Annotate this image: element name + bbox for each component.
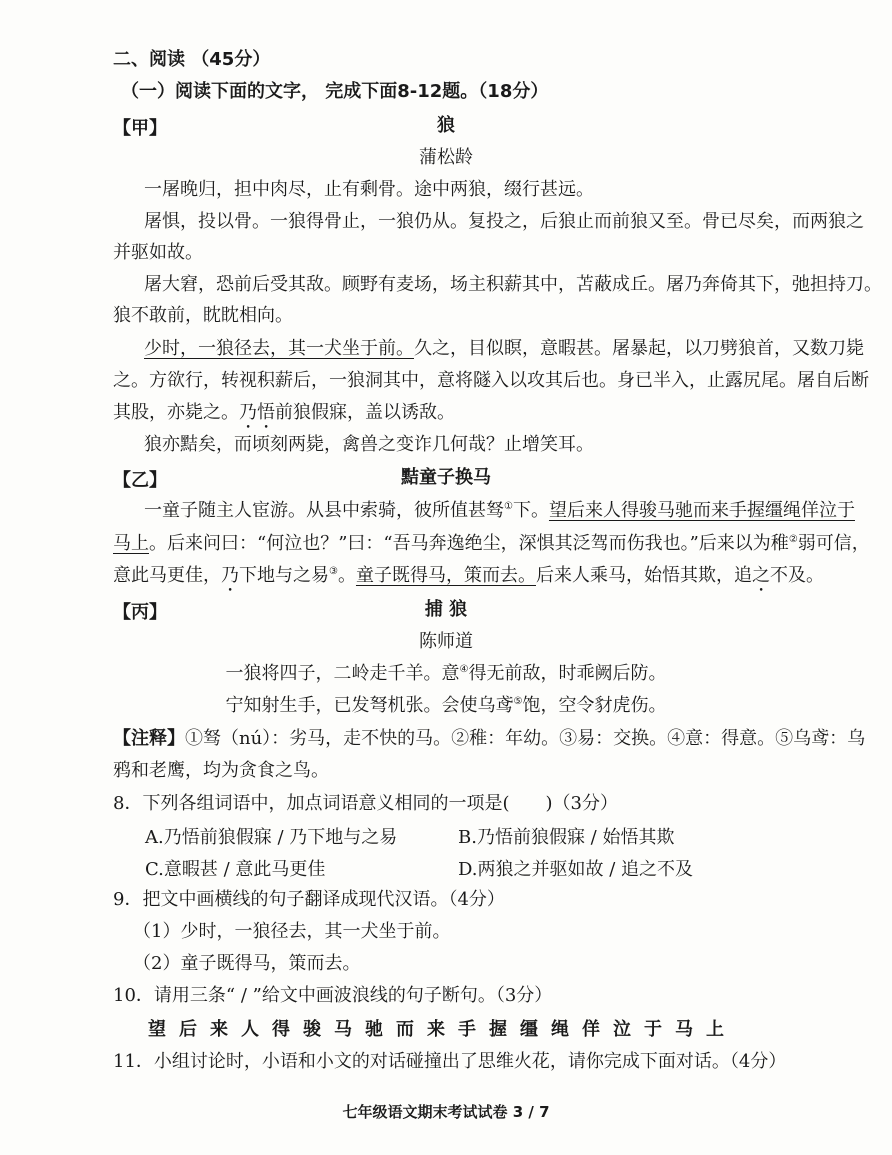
underlined-sentence-1: 少时，一狼径去，其一犬坐于前。 (144, 338, 414, 359)
jia-paragraph-2-line-2: 并驱如故。 (113, 242, 203, 263)
yi-l2-rest: 。后来问曰：“何泣也？”曰：“吾马奔逸绝尘，深惧其泛驾而伤我也。”后来以为稚 (149, 533, 789, 554)
q10-sentence: 望后来人得骏马驰而来手握缰绳佯泣于马上 (148, 1019, 737, 1040)
q9-sentence-1: （1）少时，一狼径去，其一犬坐于前。 (133, 921, 451, 942)
jia-paragraph-5: 狼亦黠矣，而顷刻两毙，禽兽之变诈几何哉？止增笑耳。 (144, 434, 594, 455)
q8-option-b[interactable]: B.乃悟前狼假寐 / 始悟其欺 (458, 827, 675, 848)
dotted-word-naiwu: 乃悟 (239, 402, 275, 423)
verse-2-pre: 宁知射生手，已发弩机张。会使乌鸢 (225, 695, 514, 716)
notes-text-1: ①驽（nú）：劣马，走不快的马。②稚：年幼。③易：交换。④意：得意。⑤乌鸢：乌 (185, 728, 866, 749)
jia-p4c-pre: 其股，亦毙之。 (113, 402, 239, 423)
passage-bing-author: 陈师道 (419, 631, 473, 652)
yi-l3-pre: 意此马更佳， (113, 565, 221, 586)
passage-jia-title: 狼 (437, 115, 455, 136)
passage-jia-author: 蒲松龄 (419, 147, 473, 168)
question-11-stem: 11．小组讨论时，小语和小文的对话碰撞出了思维火花，请你完成下面对话。（4分） (113, 1051, 787, 1072)
underlined-sentence-2: 童子既得马，策而去。 (355, 565, 536, 586)
verse-1-post: 得无前敌，时乖阙后防。 (468, 663, 667, 684)
passage-jia-tag: 【甲】 (113, 118, 167, 139)
yi-l1-mid: 下。 (512, 500, 549, 521)
question-9-stem: 9．把文中画横线的句子翻译成现代汉语。（4分） (113, 889, 505, 910)
verse-2-post: 饱，空令豺虎伤。 (522, 695, 667, 716)
yi-line-2 (113, 532, 873, 556)
footnote-marker-2: ② (788, 534, 798, 545)
yi-l3-mid: 下地与之易 (239, 565, 329, 586)
jia-p4c-post: 前狼假寐，盖以诱敌。 (275, 402, 455, 423)
notes-line-1 (113, 727, 873, 751)
yi-line-1 (144, 499, 864, 523)
notes-label: 【注释】 (113, 728, 185, 749)
yi-l3-sep: 。 (337, 565, 356, 586)
passage-bing-tag: 【丙】 (113, 602, 167, 623)
jia-paragraph-3-line-2: 狼不敢前，眈眈相向。 (113, 305, 293, 326)
footnote-marker-5: ⑤ (513, 696, 523, 707)
passage-yi-tag: 【乙】 (113, 470, 167, 491)
question-10-stem: 10．请用三条“ / ”给文中画波浪线的句子断句。（3分） (113, 985, 553, 1006)
wavy-line-sentence-part-1: 望后来人得骏马驰而来手握缰绳佯泣于 (548, 500, 855, 521)
jia-paragraph-1: 一屠晚归，担中肉尽，止有剩骨。途中两狼，缀行甚远。 (144, 179, 594, 200)
verse-1-pre: 一狼将四子，二岭走千羊。意 (225, 663, 460, 684)
section-subtitle: （一）阅读下面的文字， 完成下面8-12题。（18分） (121, 81, 549, 102)
notes-line-2: 鸦和老鹰，均为贪食之鸟。 (113, 760, 329, 781)
question-8-stem: 8．下列各组词语中，加点词语意义相同的一项是( )（3分） (113, 793, 618, 814)
wavy-line-sentence-part-2: 马上 (113, 533, 149, 554)
jia-p4-rest: 久之，目似瞑，意暇甚。屠暴起，以刀劈狼首，又数刀毙 (414, 338, 864, 359)
footnote-marker-1: ① (504, 501, 513, 512)
passage-yi-title: 黠童子换马 (401, 467, 491, 488)
jia-paragraph-2-line-1: 屠惧，投以骨。一狼得骨止，一狼仍从。复投之，后狼止而前狼又至。骨已尽矣，而两狼之 (144, 211, 864, 232)
yi-l3-end: 不及。 (769, 565, 824, 586)
q8-option-a[interactable]: A.乃悟前狼假寐 / 乃下地与之易 (145, 827, 398, 848)
dotted-word-zhi: 之 (751, 565, 770, 586)
yi-l3-rest: 后来人乘马，始悟其欺，追 (535, 565, 752, 586)
poem-verse-1 (0, 662, 892, 686)
jia-paragraph-3-line-1: 屠大窘，恐前后受其敌。顾野有麦场，场主积薪其中，苫蔽成丘。屠乃奔倚其下，弛担持刀。 (144, 274, 882, 295)
poem-verse-2 (0, 694, 892, 718)
jia-paragraph-4-line-2: 之。方欲行，转视积薪后，一狼洞其中，意将隧入以攻其后也。身已半入，止露尻尾。屠自后断 (113, 370, 869, 391)
passage-bing-title: 捕 狼 (424, 599, 468, 620)
yi-l1-pre: 一童子随主人宦游。从县中索骑，彼所值甚驽 (144, 500, 504, 521)
footnote-marker-4: ④ (459, 664, 469, 675)
section-title: 二、阅读 （45分） (113, 49, 271, 70)
jia-paragraph-4-line-3 (113, 401, 853, 433)
q8-option-c[interactable]: C.意暇甚 / 意此马更佳 (145, 859, 326, 880)
jia-paragraph-4-line-1 (144, 337, 864, 361)
q8-option-d[interactable]: D.两狼之并驱如故 / 追之不及 (458, 859, 694, 880)
dotted-word-nai: 乃 (221, 565, 239, 586)
q9-sentence-2: （2）童子既得马，策而去。 (133, 953, 361, 974)
yi-l2-end: 弱可信， (797, 533, 870, 554)
page-footer: 七年级语文期末考试试卷 3 / 7 (342, 1103, 550, 1121)
yi-line-3 (113, 564, 873, 596)
footnote-marker-3: ③ (329, 566, 338, 577)
